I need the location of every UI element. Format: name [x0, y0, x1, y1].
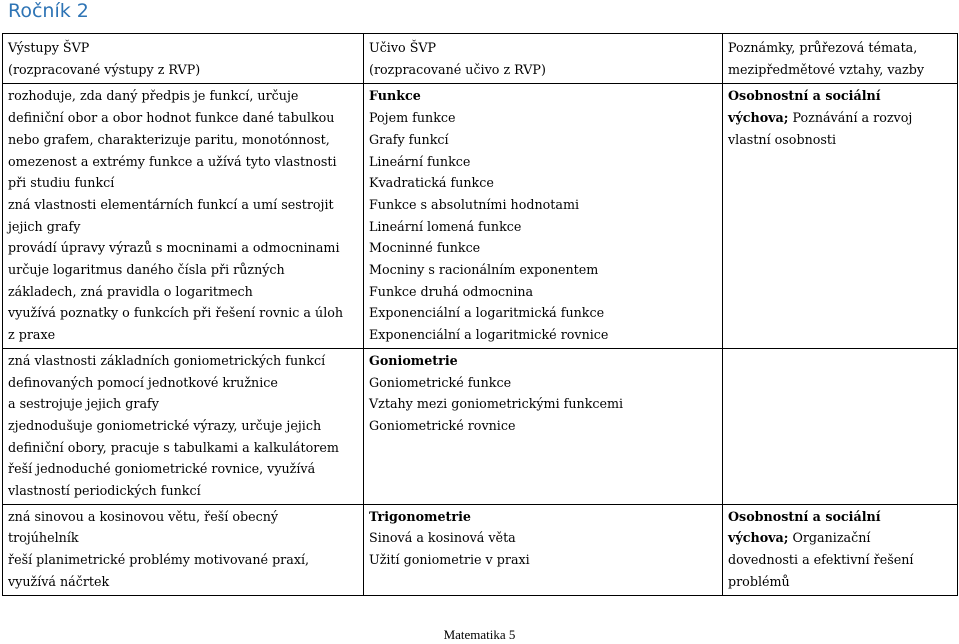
content-title: Goniometrie: [369, 352, 458, 368]
curriculum-table: [2, 33, 958, 596]
content-line: Sinová a kosinová věta: [369, 530, 516, 546]
notes-bold-line: Osobnostní a sociální: [728, 508, 881, 524]
outcome-line: zná sinovou a kosinovou větu, řeší obecný: [8, 508, 279, 524]
content-line: Funkce s absolutními hodnotami: [369, 196, 580, 212]
notes-mixed-line: [728, 107, 953, 129]
notes-bold-fragment: výchova;: [728, 530, 789, 546]
content-cell: [364, 84, 723, 348]
header-notes-line2: mezipředmětové vztahy, vazby: [728, 61, 925, 77]
outcome-line: využívá poznatky o funkcích při řešení rovnic a úloh: [8, 305, 344, 321]
notes-plain-line: vlastní osobnosti: [728, 131, 837, 147]
content-line: Mocninné funkce: [369, 240, 481, 256]
notes-plain-line: dovednosti a efektivní řešení: [728, 552, 914, 568]
outcome-line: řeší jednoduché goniometrické rovnice, využívá: [8, 461, 316, 477]
outcome-line: z praxe: [8, 327, 56, 343]
outcomes-cell: [3, 348, 364, 504]
table-row: [3, 84, 958, 348]
content-line: Lineární lomená funkce: [369, 218, 522, 234]
content-line: Exponenciální a logaritmické rovnice: [369, 327, 609, 343]
header-content-line2: (rozpracované učivo z RVP): [369, 61, 546, 77]
outcome-line: definiční obory, pracuje s tabulkami a kalkulátorem: [8, 439, 339, 455]
notes-bold-fragment: výchova;: [728, 110, 789, 126]
content-line: Kvadratická funkce: [369, 175, 494, 191]
content-line: Užití goniometrie v praxi: [369, 552, 530, 568]
notes-cell: [723, 504, 958, 595]
outcome-line: provádí úpravy výrazů s mocninami a odmocninami: [8, 240, 340, 256]
outcome-line: trojúhelník: [8, 530, 79, 546]
content-title: Funkce: [369, 88, 421, 104]
table-row: [3, 504, 958, 595]
content-line: Goniometrické rovnice: [369, 417, 516, 433]
outcome-line: vlastností periodických funkcí: [8, 483, 201, 499]
page-footer: Matematika 5: [443, 627, 516, 642]
outcome-line: definovaných pomocí jednotkové kružnice: [8, 374, 278, 390]
content-line: Vztahy mezi goniometrickými funkcemi: [369, 396, 624, 412]
content-cell: [364, 348, 723, 504]
table-row: [3, 348, 958, 504]
outcomes-cell: [3, 84, 364, 348]
table-header-row: [3, 34, 958, 84]
outcome-line: omezenost a extrémy funkce a užívá tyto vlastnosti: [8, 153, 337, 169]
outcome-line: řeší planimetrické problémy motivované praxí,: [8, 552, 310, 568]
outcome-line: definiční obor a obor hodnot funkce dané tabulkou: [8, 110, 335, 126]
page-heading: Ročník 2: [8, 0, 89, 22]
outcome-line: při studiu funkcí: [8, 175, 115, 191]
content-cell: [364, 504, 723, 595]
header-notes: [723, 34, 958, 84]
outcome-line: zjednodušuje goniometrické výrazy, určuje jejich: [8, 417, 322, 433]
outcome-line: základech, zná pravidla o logaritmech: [8, 283, 253, 299]
outcome-line: nebo grafem, charakterizuje paritu, monotónnost,: [8, 131, 330, 147]
outcome-line: zná vlastnosti základních goniometrických funkcí: [8, 352, 326, 368]
outcome-line: a sestrojuje jejich grafy: [8, 396, 159, 412]
content-line: Lineární funkce: [369, 153, 471, 169]
header-outcomes: [3, 34, 364, 84]
notes-bold-line: Osobnostní a sociální: [728, 88, 881, 104]
outcome-line: jejich grafy: [8, 218, 81, 234]
content-line: Exponenciální a logaritmická funkce: [369, 305, 605, 321]
notes-cell: [723, 348, 958, 504]
content-line: Pojem funkce: [369, 110, 456, 126]
notes-plain-line: problémů: [728, 573, 790, 589]
notes-plain-fragment: Organizační: [788, 530, 871, 546]
outcome-line: určuje logaritmus daného čísla při různých: [8, 262, 285, 278]
header-outcomes-line2: (rozpracované výstupy z RVP): [8, 61, 201, 77]
content-line: Goniometrické funkce: [369, 374, 512, 390]
outcomes-cell: [3, 504, 364, 595]
content-line: Mocniny s racionálním exponentem: [369, 262, 599, 278]
header-outcomes-line1: Výstupy ŠVP: [8, 40, 90, 55]
outcome-line: rozhoduje, zda daný předpis je funkcí, určuje: [8, 88, 299, 104]
content-title: Trigonometrie: [369, 508, 471, 524]
notes-cell: [723, 84, 958, 348]
header-content: [364, 34, 723, 84]
header-content-line1: Učivo ŠVP: [369, 40, 437, 55]
notes-mixed-line: [728, 527, 953, 549]
outcome-line: zná vlastnosti elementárních funkcí a umí sestrojit: [8, 196, 334, 212]
content-line: Funkce druhá odmocnina: [369, 283, 534, 299]
header-notes-line1: Poznámky, průřezová témata,: [728, 40, 918, 55]
notes-plain-fragment: Poznávání a rozvoj: [788, 110, 913, 126]
outcome-line: využívá náčrtek: [8, 573, 110, 589]
content-line: Grafy funkcí: [369, 131, 449, 147]
